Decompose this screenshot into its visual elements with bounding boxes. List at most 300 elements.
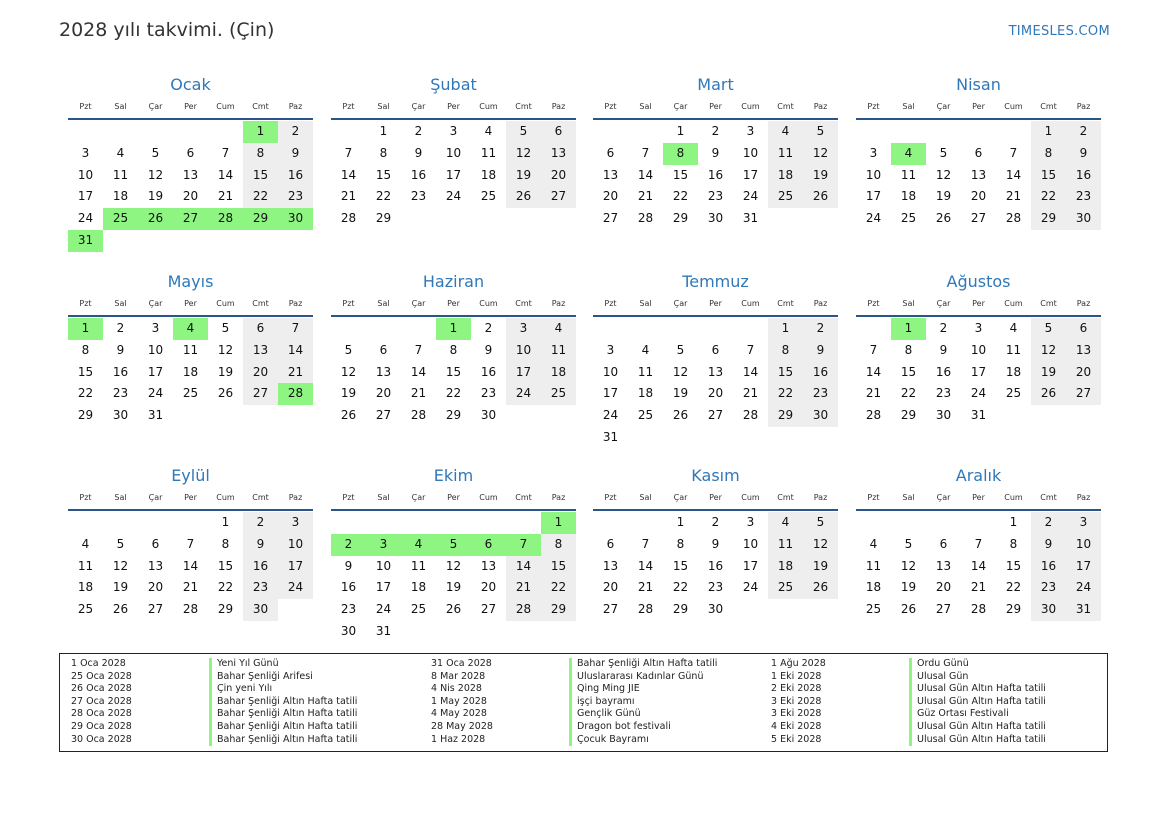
weekday-label: Cmt (515, 102, 532, 111)
day-cell: 22 (243, 186, 278, 208)
holiday-date: 1 Haz 2028 (431, 733, 486, 745)
day-cell: 5 (221, 321, 230, 335)
day-cell: 17 (602, 386, 619, 401)
holiday-name: Çin yeni Yılı (209, 683, 272, 696)
day-cell: 8 (768, 340, 803, 362)
legend-row (771, 708, 1046, 721)
day-cell: 26 (340, 408, 357, 423)
empty-cell (926, 121, 961, 143)
holiday-day-cell: 2 (331, 534, 366, 556)
day-cell: 30 (480, 408, 497, 423)
day-cell: 4 (768, 121, 803, 143)
weekday-label: Cum (216, 299, 235, 308)
empty-cell (138, 121, 173, 143)
holiday-day-cell: 1 (541, 512, 576, 534)
day-cell: 28 (970, 602, 987, 617)
day-cell: 12 (147, 167, 164, 182)
day-cell: 16 (1031, 556, 1066, 578)
day-cell: 5 (151, 145, 160, 160)
day-cell: 10 (147, 342, 164, 357)
weekday-label: Cum (1004, 299, 1023, 308)
day-cell: 27 (243, 383, 278, 405)
empty-cell (506, 512, 541, 534)
month-calendar (593, 464, 838, 621)
holiday-date: 3 Eki 2028 (771, 695, 822, 707)
day-cell: 20 (480, 580, 497, 595)
empty-cell (926, 512, 961, 534)
weekday-label: Per (709, 299, 722, 308)
weekday-label: Paz (551, 102, 566, 111)
weekday-label: Pzt (604, 299, 617, 308)
day-cell: 22 (672, 580, 689, 595)
weekday-label: Paz (813, 102, 828, 111)
day-cell: 2 (803, 318, 838, 340)
day-cell: 27 (970, 211, 987, 226)
day-cell: 31 (602, 429, 619, 444)
day-cell: 25 (182, 386, 199, 401)
day-cell: 4 (768, 512, 803, 534)
weekday-label: Cum (216, 493, 235, 502)
empty-cell (401, 318, 436, 340)
day-cell: 17 (865, 189, 882, 204)
day-cell: 8 (449, 342, 458, 357)
day-cell: 29 (541, 599, 576, 621)
holiday-name: Çocuk Bayramı (569, 734, 649, 747)
day-cell: 8 (379, 145, 388, 160)
day-cell: 19 (803, 556, 838, 578)
holiday-date: 30 Oca 2028 (71, 733, 132, 745)
site-logo[interactable]: TIMESLES.COM (1008, 24, 1110, 39)
day-cell: 24 (1066, 577, 1101, 599)
empty-cell (593, 512, 628, 534)
day-cell: 12 (900, 558, 917, 573)
day-cell: 24 (506, 383, 541, 405)
day-cell: 30 (935, 408, 952, 423)
day-cell: 31 (1066, 599, 1101, 621)
empty-cell (331, 512, 366, 534)
weekday-label: Sal (377, 102, 390, 111)
day-cell: 4 (641, 342, 650, 357)
day-cell: 10 (865, 167, 882, 182)
weekday-label: Cum (479, 493, 498, 502)
day-cell: 8 (904, 342, 913, 357)
day-grid (331, 317, 576, 427)
day-cell: 30 (707, 602, 724, 617)
weekday-label: Cmt (515, 493, 532, 502)
day-cell: 2 (711, 515, 720, 529)
day-cell: 2 (1066, 121, 1101, 143)
holiday-name: Ulusal Gün (909, 671, 968, 684)
day-cell: 28 (1005, 211, 1022, 226)
weekday-label: Per (709, 102, 722, 111)
empty-cell (208, 121, 243, 143)
day-cell: 12 (1031, 340, 1066, 362)
day-cell: 23 (803, 383, 838, 405)
empty-cell (103, 121, 138, 143)
holiday-day-cell: 7 (506, 534, 541, 556)
day-cell: 11 (637, 364, 654, 379)
day-cell: 28 (865, 408, 882, 423)
day-cell: 16 (707, 558, 724, 573)
empty-cell (138, 512, 173, 534)
day-cell: 18 (637, 386, 654, 401)
month-calendar (68, 270, 313, 427)
weekday-label: Sal (639, 102, 652, 111)
empty-cell (698, 318, 733, 340)
day-cell: 27 (375, 408, 392, 423)
day-cell: 9 (243, 534, 278, 556)
day-cell: 11 (768, 534, 803, 556)
weekday-label: Cum (1004, 493, 1023, 502)
legend-row (431, 683, 717, 696)
weekday-label: Per (447, 102, 460, 111)
legend-column (431, 658, 717, 746)
day-cell: 4 (484, 124, 493, 138)
day-cell: 21 (637, 580, 654, 595)
day-cell: 7 (641, 145, 650, 160)
legend-row (771, 721, 1046, 734)
holiday-name: Bahar Şenliği Altın Hafta tatili (209, 708, 357, 721)
day-cell: 28 (410, 408, 427, 423)
day-cell: 23 (112, 386, 129, 401)
holiday-day-cell: 29 (243, 208, 278, 230)
day-cell: 7 (186, 536, 195, 551)
day-cell: 6 (974, 145, 983, 160)
day-cell: 6 (711, 342, 720, 357)
day-cell: 4 (869, 536, 878, 551)
weekday-header (856, 296, 1101, 317)
day-cell: 30 (243, 599, 278, 621)
day-cell: 2 (243, 512, 278, 534)
holiday-date: 5 Eki 2028 (771, 733, 822, 745)
day-cell: 23 (340, 602, 357, 617)
holiday-day-cell: 31 (68, 230, 103, 252)
day-cell: 18 (182, 364, 199, 379)
day-cell: 20 (1066, 362, 1101, 384)
weekday-label: Sal (639, 493, 652, 502)
weekday-label: Per (972, 493, 985, 502)
day-cell: 12 (803, 143, 838, 165)
weekday-label: Per (447, 493, 460, 502)
day-cell: 16 (803, 362, 838, 384)
day-cell: 17 (375, 580, 392, 595)
day-cell: 22 (1031, 186, 1066, 208)
day-cell: 3 (506, 318, 541, 340)
day-cell: 10 (375, 558, 392, 573)
legend-row (771, 696, 1046, 709)
day-cell: 6 (379, 342, 388, 357)
day-cell: 18 (112, 189, 129, 204)
weekday-label: Çar (936, 493, 951, 502)
day-cell: 11 (900, 167, 917, 182)
weekday-label: Çar (673, 493, 688, 502)
day-cell: 24 (865, 211, 882, 226)
day-cell: 12 (672, 364, 689, 379)
day-cell: 20 (147, 580, 164, 595)
day-cell: 21 (217, 189, 234, 204)
day-cell: 21 (1005, 189, 1022, 204)
day-cell: 4 (1009, 321, 1018, 335)
day-cell: 13 (707, 364, 724, 379)
day-cell: 7 (414, 342, 423, 357)
empty-cell (173, 121, 208, 143)
legend-row (431, 696, 717, 709)
page-title: 2028 yılı takvimi. (Çin) (59, 19, 275, 41)
day-cell: 7 (974, 536, 983, 551)
day-cell: 19 (112, 580, 129, 595)
day-cell: 27 (602, 602, 619, 617)
day-cell: 23 (1031, 577, 1066, 599)
day-cell: 19 (217, 364, 234, 379)
day-cell: 20 (182, 189, 199, 204)
day-cell: 8 (541, 534, 576, 556)
day-cell: 22 (1005, 580, 1022, 595)
day-cell: 15 (1031, 165, 1066, 187)
day-cell: 11 (480, 145, 497, 160)
legend-row (71, 671, 357, 684)
day-grid (593, 317, 838, 449)
day-cell: 14 (1005, 167, 1022, 182)
day-cell: 19 (672, 386, 689, 401)
day-cell: 2 (278, 121, 313, 143)
day-cell: 20 (935, 580, 952, 595)
empty-cell (628, 318, 663, 340)
day-cell: 24 (278, 577, 313, 599)
day-cell: 17 (742, 167, 759, 182)
month-name: Aralık (955, 466, 1002, 485)
day-cell: 6 (606, 536, 615, 551)
day-cell: 18 (77, 580, 94, 595)
day-cell: 6 (151, 536, 160, 551)
holiday-date: 8 Mar 2028 (431, 670, 486, 682)
day-cell: 15 (445, 364, 462, 379)
month-calendar (593, 270, 838, 449)
weekday-label: Pzt (867, 493, 880, 502)
day-cell: 1 (1031, 121, 1066, 143)
day-cell: 3 (278, 512, 313, 534)
day-cell: 2 (711, 124, 720, 138)
day-cell: 30 (340, 623, 357, 638)
day-cell: 3 (1066, 512, 1101, 534)
day-cell: 7 (1009, 145, 1018, 160)
holiday-date: 28 May 2028 (431, 720, 493, 732)
weekday-label: Cum (1004, 102, 1023, 111)
weekday-label: Per (972, 299, 985, 308)
legend-row (431, 671, 717, 684)
day-cell: 19 (147, 189, 164, 204)
day-cell: 1 (1009, 515, 1018, 529)
holiday-name: Ordu Günü (909, 658, 969, 671)
weekday-header (593, 490, 838, 511)
month-name: Nisan (956, 75, 1001, 94)
day-cell: 4 (541, 318, 576, 340)
day-cell: 15 (375, 167, 392, 182)
empty-cell (68, 512, 103, 534)
day-cell: 13 (602, 558, 619, 573)
holiday-day-cell: 8 (663, 143, 698, 165)
day-cell: 29 (672, 602, 689, 617)
holiday-day-cell: 4 (891, 143, 926, 165)
day-cell: 31 (147, 408, 164, 423)
empty-cell (891, 512, 926, 534)
day-cell: 6 (243, 318, 278, 340)
holiday-legend (59, 653, 1108, 752)
weekday-label: Paz (288, 493, 303, 502)
day-cell: 26 (1031, 383, 1066, 405)
weekday-label: Sal (114, 102, 127, 111)
legend-column (771, 658, 1046, 746)
day-cell: 9 (711, 145, 720, 160)
month-calendar (856, 270, 1101, 427)
day-cell: 20 (707, 386, 724, 401)
holiday-day-cell: 1 (68, 318, 103, 340)
day-cell: 11 (1005, 342, 1022, 357)
day-cell: 3 (449, 124, 458, 138)
day-cell: 24 (742, 189, 759, 204)
day-cell: 5 (803, 121, 838, 143)
month-name: Şubat (430, 75, 477, 94)
day-cell: 9 (803, 340, 838, 362)
day-cell: 20 (243, 362, 278, 384)
day-cell: 5 (803, 512, 838, 534)
day-cell: 18 (865, 580, 882, 595)
legend-row (771, 658, 1046, 671)
day-cell: 23 (243, 577, 278, 599)
day-cell: 17 (445, 167, 462, 182)
day-cell: 14 (970, 558, 987, 573)
day-cell: 27 (935, 602, 952, 617)
weekday-label: Cum (216, 102, 235, 111)
empty-cell (401, 512, 436, 534)
empty-cell (366, 318, 401, 340)
day-cell: 4 (81, 536, 90, 551)
weekday-label: Pzt (342, 493, 355, 502)
empty-cell (366, 512, 401, 534)
holiday-name: Dragon bot festivali (569, 721, 671, 734)
day-cell: 26 (900, 602, 917, 617)
weekday-label: Paz (813, 299, 828, 308)
day-cell: 15 (672, 167, 689, 182)
day-cell: 19 (935, 189, 952, 204)
day-cell: 10 (742, 536, 759, 551)
holiday-date: 1 Ağu 2028 (771, 658, 826, 669)
weekday-label: Çar (411, 493, 426, 502)
weekday-header (856, 490, 1101, 511)
day-cell: 10 (506, 340, 541, 362)
weekday-label: Pzt (867, 299, 880, 308)
weekday-label: Pzt (79, 493, 92, 502)
holiday-day-cell: 1 (243, 121, 278, 143)
day-cell: 1 (676, 515, 685, 529)
day-cell: 7 (746, 342, 755, 357)
day-cell: 3 (869, 145, 878, 160)
holiday-date: 4 Nis 2028 (431, 683, 482, 695)
day-cell: 11 (541, 340, 576, 362)
day-cell: 5 (1031, 318, 1066, 340)
holiday-name: işçi bayramı (569, 696, 635, 709)
holiday-date: 4 Eki 2028 (771, 720, 822, 732)
weekday-label: Cmt (777, 102, 794, 111)
weekday-label: Cmt (1040, 299, 1057, 308)
weekday-label: Cmt (252, 299, 269, 308)
day-cell: 25 (1005, 386, 1022, 401)
day-cell: 20 (602, 580, 619, 595)
day-cell: 2 (1031, 512, 1066, 534)
holiday-name: Ulusal Gün Altın Hafta tatili (909, 696, 1046, 709)
day-cell: 5 (939, 145, 948, 160)
day-cell: 13 (1066, 340, 1101, 362)
month-calendar (68, 73, 313, 252)
day-cell: 9 (278, 143, 313, 165)
day-grid (68, 120, 313, 252)
empty-cell (961, 512, 996, 534)
day-cell: 22 (672, 189, 689, 204)
day-cell: 15 (217, 558, 234, 573)
day-cell: 17 (77, 189, 94, 204)
day-cell: 8 (676, 536, 685, 551)
day-cell: 27 (707, 408, 724, 423)
day-cell: 28 (637, 602, 654, 617)
holiday-date: 3 Eki 2028 (771, 708, 822, 720)
legend-row (431, 708, 717, 721)
empty-cell (103, 512, 138, 534)
holiday-day-cell: 5 (436, 534, 471, 556)
day-cell: 21 (970, 580, 987, 595)
day-cell: 19 (340, 386, 357, 401)
holiday-day-cell: 28 (278, 383, 313, 405)
weekday-label: Per (184, 299, 197, 308)
day-cell: 6 (186, 145, 195, 160)
empty-cell (173, 512, 208, 534)
weekday-label: Paz (288, 102, 303, 111)
empty-cell (628, 512, 663, 534)
day-cell: 26 (803, 186, 838, 208)
month-name: Kasım (691, 466, 740, 485)
weekday-header (593, 296, 838, 317)
day-cell: 24 (445, 189, 462, 204)
legend-row (431, 734, 717, 747)
day-cell: 12 (217, 342, 234, 357)
legend-row (771, 734, 1046, 747)
day-cell: 16 (707, 167, 724, 182)
day-cell: 7 (344, 145, 353, 160)
holiday-date: 1 Eki 2028 (771, 670, 822, 682)
weekday-label: Sal (902, 299, 915, 308)
holiday-name: Gençlik Günü (569, 708, 641, 721)
day-cell: 26 (112, 602, 129, 617)
day-cell: 10 (278, 534, 313, 556)
month-calendar (331, 270, 576, 427)
empty-cell (593, 318, 628, 340)
weekday-label: Çar (411, 299, 426, 308)
day-cell: 17 (742, 558, 759, 573)
holiday-day-cell: 1 (891, 318, 926, 340)
day-cell: 19 (900, 580, 917, 595)
holiday-name: Yeni Yıl Günü (209, 658, 279, 671)
day-cell: 5 (506, 121, 541, 143)
day-cell: 29 (445, 408, 462, 423)
day-cell: 23 (1066, 186, 1101, 208)
day-grid (68, 511, 313, 621)
day-cell: 25 (865, 602, 882, 617)
weekday-label: Per (709, 493, 722, 502)
weekday-header (331, 296, 576, 317)
empty-cell (331, 121, 366, 143)
day-cell: 7 (641, 536, 650, 551)
day-cell: 30 (803, 405, 838, 427)
day-cell: 13 (182, 167, 199, 182)
legend-column (71, 658, 357, 746)
